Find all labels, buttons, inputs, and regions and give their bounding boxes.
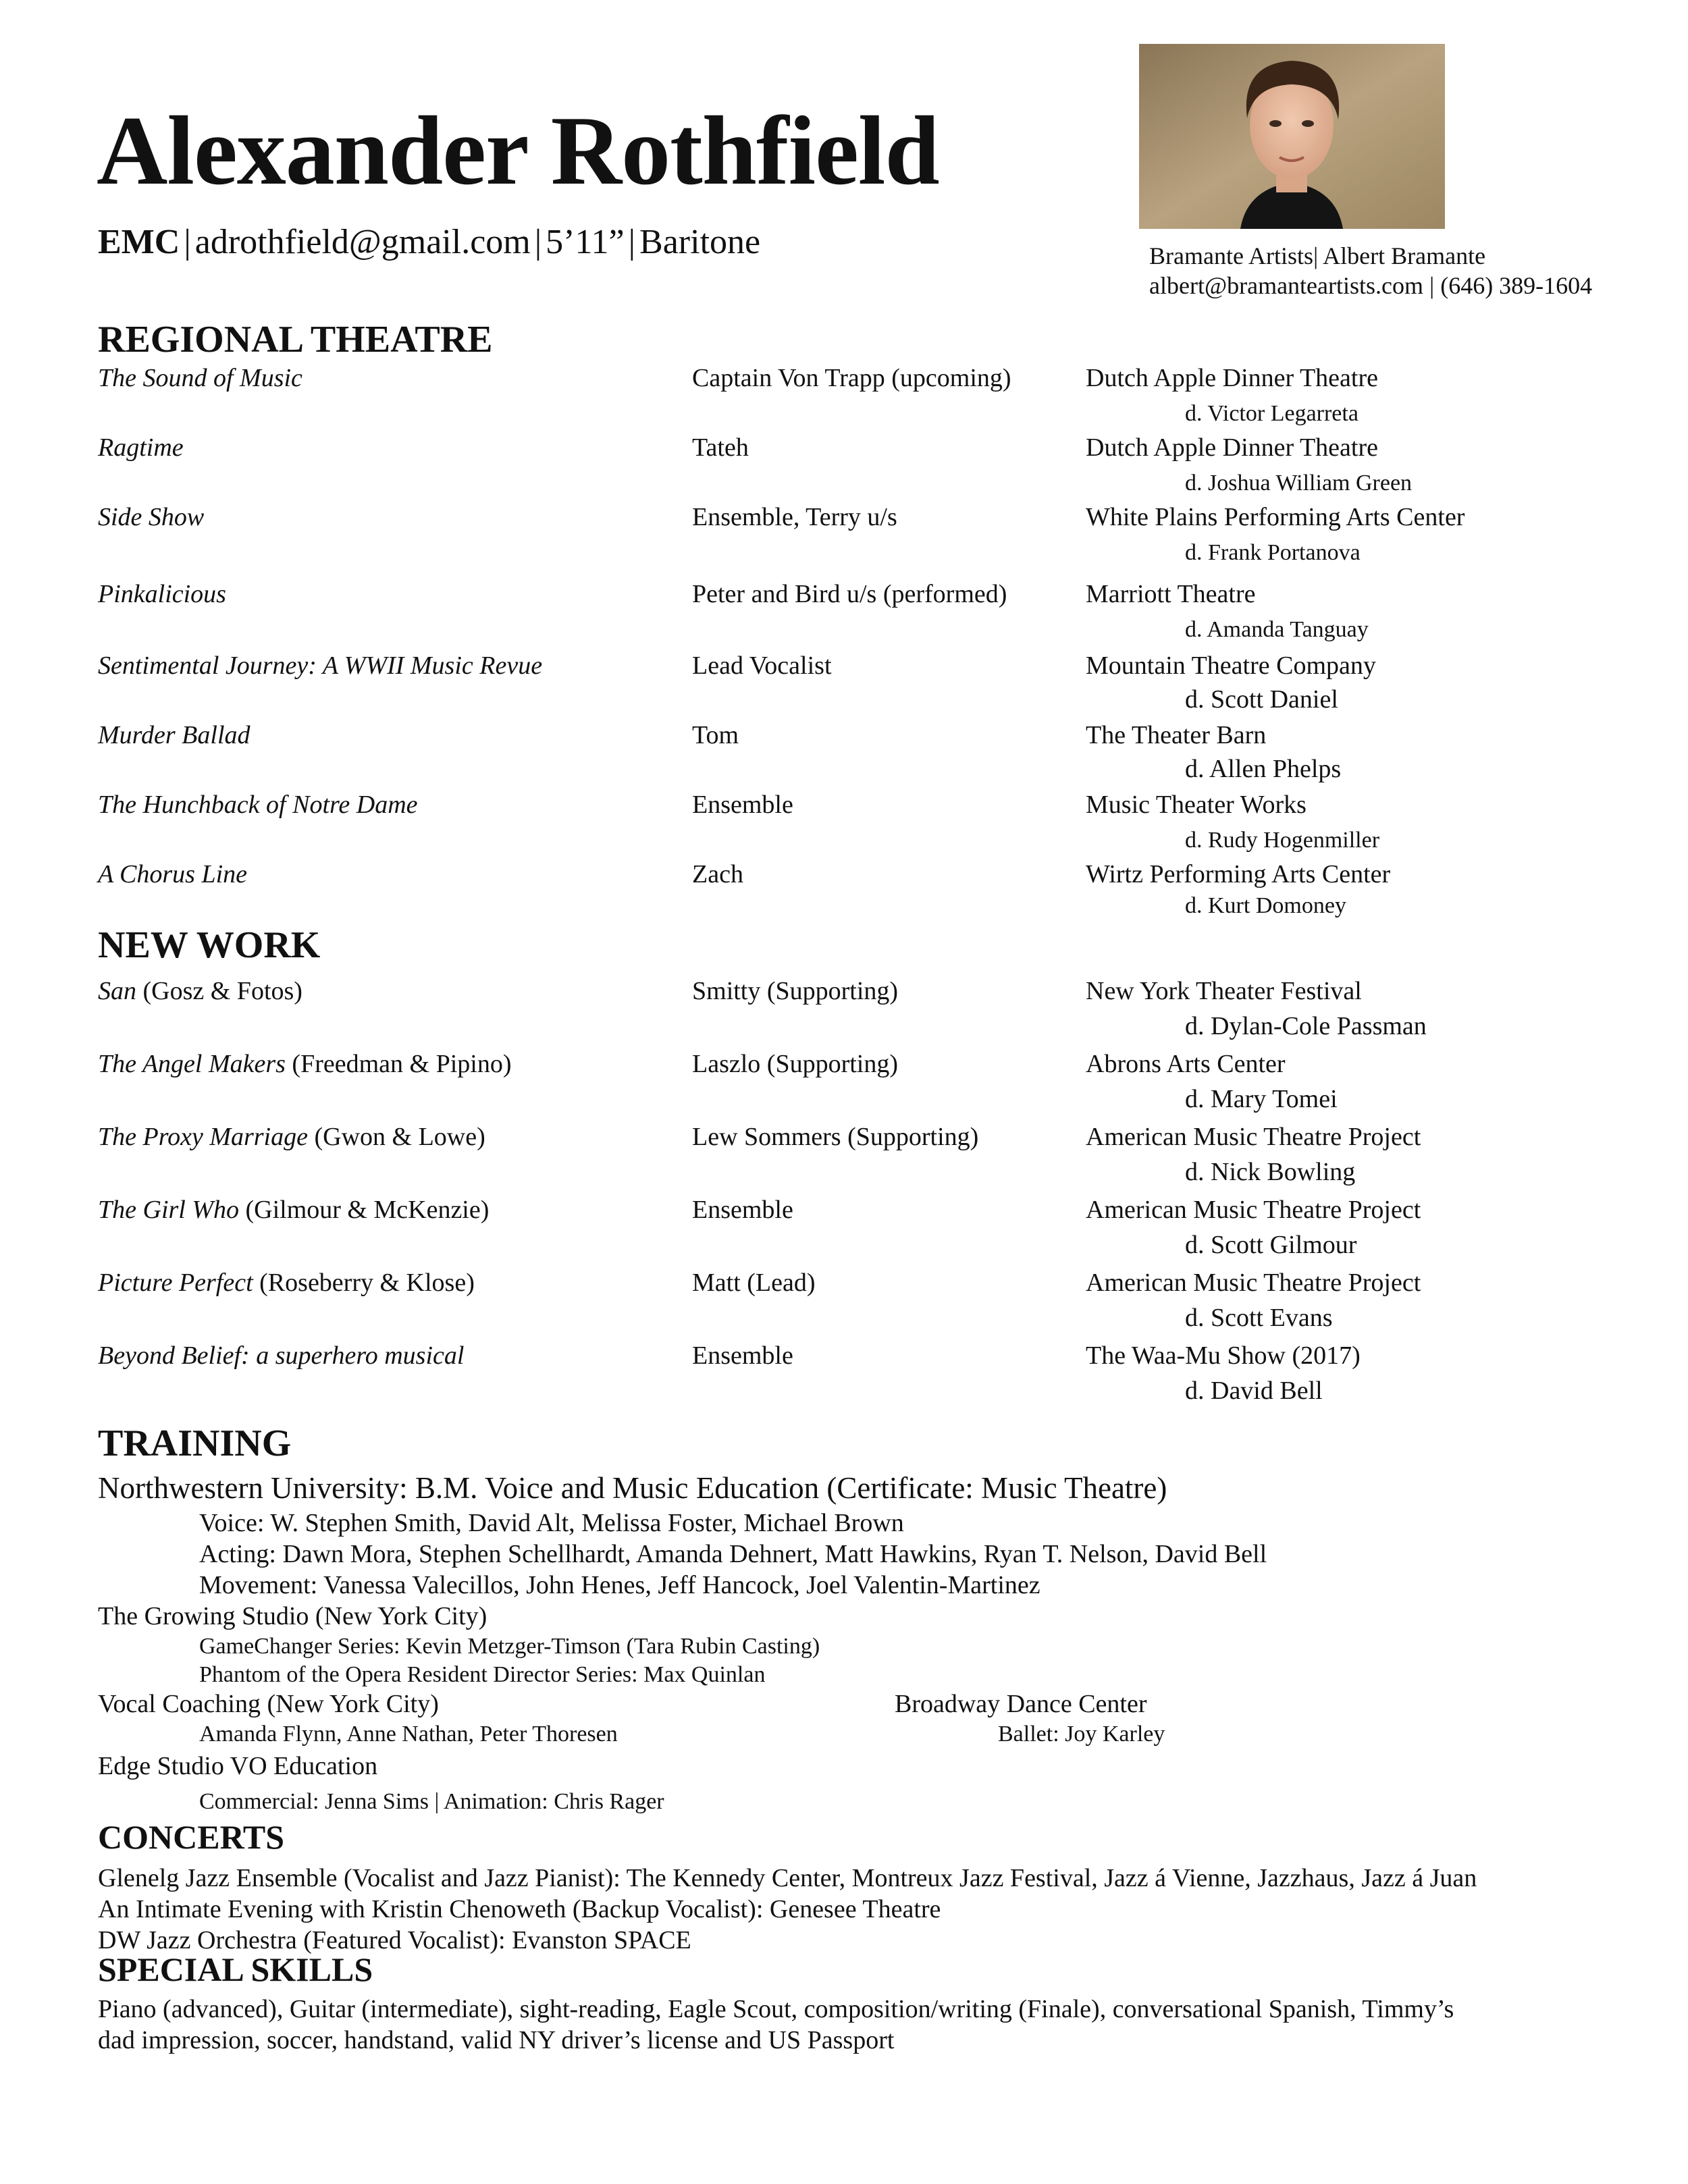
concert-item: Glenelg Jazz Ensemble (Vocalist and Jazz Pianist): The Kennedy Center, Montreux Jazz Festival, Jazz á Vienne, Jazzhaus, Jazz á Juan xyxy=(98,1864,1477,1892)
training-growing-detail: GameChanger Series: Kevin Metzger-Timson (Tara Rubin Casting) xyxy=(199,1634,820,1659)
skills-text: Piano (advanced), Guitar (intermediate), sight-reading, Eagle Scout, composition/writing (Finale), conversational Spanish, Timmy’s xyxy=(98,1995,1454,2023)
stats-separator: | xyxy=(184,223,191,261)
role: Peter and Bird u/s (performed) xyxy=(692,580,1007,608)
section-heading-regional: REGIONAL THEATRE xyxy=(98,319,493,361)
venue: American Music Theatre Project xyxy=(1086,1123,1421,1151)
training-growing-detail: Phantom of the Opera Resident Director Series: Max Quinlan xyxy=(199,1662,766,1687)
role: Zach xyxy=(692,860,743,888)
writers: (Gwon & Lowe) xyxy=(307,1123,485,1151)
credit-row xyxy=(0,579,1688,642)
writers: (Gosz & Fotos) xyxy=(136,977,302,1005)
role: Ensemble xyxy=(692,1341,793,1370)
show-entry xyxy=(98,1122,485,1152)
venue: Wirtz Performing Arts Center xyxy=(1086,860,1391,888)
show-title: Picture Perfect xyxy=(98,1269,253,1297)
credit-row xyxy=(0,1195,1688,1259)
training-vocal-coaching: Vocal Coaching (New York City) xyxy=(98,1690,439,1718)
role: Tateh xyxy=(692,433,749,462)
actor-stats xyxy=(98,225,760,260)
role: Captain Von Trapp (upcoming) xyxy=(692,364,1011,392)
venue: The Theater Barn xyxy=(1086,721,1267,749)
director: d. Victor Legarreta xyxy=(1185,401,1359,426)
agency-info xyxy=(1149,241,1592,300)
venue: New York Theater Festival xyxy=(1086,977,1362,1005)
voice-type: Baritone xyxy=(639,223,761,261)
director: d. Allen Phelps xyxy=(1185,755,1342,783)
credit-row xyxy=(0,720,1688,783)
training-bdc-detail: Ballet: Joy Karley xyxy=(998,1722,1165,1747)
training-nu-movement: Movement: Vanessa Valecillos, John Henes, Jeff Hancock, Joel Valentin-Martinez xyxy=(199,1571,1040,1599)
director: d. Rudy Hogenmiller xyxy=(1185,828,1380,853)
headshot-photo xyxy=(1139,44,1445,229)
credit-row xyxy=(0,859,1688,918)
director: d. Nick Bowling xyxy=(1185,1158,1356,1186)
writers: (Gilmour & McKenzie) xyxy=(239,1196,490,1224)
role: Tom xyxy=(692,721,739,749)
role: Lew Sommers (Supporting) xyxy=(692,1123,979,1151)
agency-name: Bramante Artists| Albert Bramante xyxy=(1149,242,1486,269)
actor-name: Alexander Rothfield xyxy=(97,96,939,205)
director: d. Scott Evans xyxy=(1185,1304,1333,1332)
section-heading-new-work: NEW WORK xyxy=(98,924,321,966)
section-heading-skills: SPECIAL SKILLS xyxy=(98,1950,373,1988)
show-title: The Girl Who xyxy=(98,1196,239,1224)
show-title: The Sound of Music xyxy=(98,364,302,392)
director: d. Amanda Tanguay xyxy=(1185,617,1369,642)
show-title: The Angel Makers xyxy=(98,1050,286,1078)
training-growing-studio: The Growing Studio (New York City) xyxy=(98,1602,487,1630)
stats-separator: | xyxy=(628,223,636,261)
section-heading-concerts: CONCERTS xyxy=(98,1818,285,1856)
show-title: Ragtime xyxy=(98,433,184,462)
headshot-image xyxy=(1139,44,1445,229)
training-nu-voice: Voice: W. Stephen Smith, David Alt, Melissa Foster, Michael Brown xyxy=(199,1509,904,1537)
show-entry xyxy=(98,1268,475,1298)
training-northwestern: Northwestern University: B.M. Voice and Music Education (Certificate: Music Theatre) xyxy=(98,1471,1167,1505)
height: 5’11” xyxy=(546,223,625,261)
venue: Dutch Apple Dinner Theatre xyxy=(1086,433,1378,462)
role: Ensemble, Terry u/s xyxy=(692,503,897,531)
stats-separator: | xyxy=(534,223,542,261)
show-title: The Hunchback of Notre Dame xyxy=(98,791,418,819)
training-edge-studio: Edge Studio VO Education xyxy=(98,1752,378,1780)
credit-row xyxy=(0,1122,1688,1186)
skills-text: dad impression, soccer, handstand, valid NY driver’s license and US Passport xyxy=(98,2026,895,2054)
venue: The Waa-Mu Show (2017) xyxy=(1086,1341,1361,1370)
venue: Mountain Theatre Company xyxy=(1086,651,1376,680)
concert-item: DW Jazz Orchestra (Featured Vocalist): Evanston SPACE xyxy=(98,1926,691,1954)
show-title: The Proxy Marriage xyxy=(98,1123,308,1151)
director: d. Frank Portanova xyxy=(1185,540,1361,565)
writers: (Freedman & Pipino) xyxy=(285,1050,512,1078)
show-entry xyxy=(98,1049,511,1079)
show-title: Beyond Belief: a superhero musical xyxy=(98,1341,465,1370)
credit-row xyxy=(0,976,1688,1040)
training-vocal-detail: Amanda Flynn, Anne Nathan, Peter Thoresen xyxy=(199,1722,618,1747)
agency-contact: albert@bramanteartists.com | (646) 389-1604 xyxy=(1149,272,1593,299)
venue: White Plains Performing Arts Center xyxy=(1086,503,1465,531)
show-title: A Chorus Line xyxy=(98,860,248,888)
role: Lead Vocalist xyxy=(692,651,832,680)
credit-row xyxy=(0,363,1688,426)
show-entry xyxy=(98,1341,464,1370)
venue: American Music Theatre Project xyxy=(1086,1269,1421,1297)
director: d. Kurt Domoney xyxy=(1185,893,1346,918)
role: Matt (Lead) xyxy=(692,1269,816,1297)
role: Ensemble xyxy=(692,1196,793,1224)
role: Laszlo (Supporting) xyxy=(692,1050,899,1078)
role: Smitty (Supporting) xyxy=(692,977,899,1005)
venue: Dutch Apple Dinner Theatre xyxy=(1086,364,1378,392)
training-nu-acting: Acting: Dawn Mora, Stephen Schellhardt, Amanda Dehnert, Matt Hawkins, Ryan T. Nelson, David Bell xyxy=(199,1540,1267,1568)
section-heading-training: TRAINING xyxy=(98,1422,292,1464)
credit-row xyxy=(0,502,1688,565)
email: adrothfield@gmail.com xyxy=(194,223,531,261)
show-entry xyxy=(98,1195,489,1225)
writers: (Roseberry & Klose) xyxy=(253,1269,475,1297)
credit-row xyxy=(0,1049,1688,1113)
show-title: Murder Ballad xyxy=(98,721,250,749)
credit-row xyxy=(0,790,1688,853)
training-edge-detail: Commercial: Jenna Sims | Animation: Chris Rager xyxy=(199,1789,664,1814)
show-entry xyxy=(98,976,302,1006)
director: d. Dylan-Cole Passman xyxy=(1185,1012,1427,1040)
training-broadway-dance: Broadway Dance Center xyxy=(895,1690,1147,1718)
venue: Abrons Arts Center xyxy=(1086,1050,1286,1078)
show-title: Pinkalicious xyxy=(98,580,226,608)
director: d. Scott Gilmour xyxy=(1185,1231,1357,1259)
director: d. Mary Tomei xyxy=(1185,1085,1338,1113)
director: d. David Bell xyxy=(1185,1377,1323,1405)
venue: Music Theater Works xyxy=(1086,791,1307,819)
director: d. Joshua William Green xyxy=(1185,471,1413,496)
credit-row xyxy=(0,1268,1688,1332)
union-status: EMC xyxy=(98,223,180,261)
venue: American Music Theatre Project xyxy=(1086,1196,1421,1224)
venue: Marriott Theatre xyxy=(1086,580,1256,608)
show-title: Side Show xyxy=(98,503,205,531)
director: d. Scott Daniel xyxy=(1185,685,1338,714)
role: Ensemble xyxy=(692,791,793,819)
concert-item: An Intimate Evening with Kristin Chenoweth (Backup Vocalist): Genesee Theatre xyxy=(98,1895,941,1923)
show-title: San xyxy=(98,977,136,1005)
show-title: Sentimental Journey: A WWII Music Revue xyxy=(98,651,543,680)
